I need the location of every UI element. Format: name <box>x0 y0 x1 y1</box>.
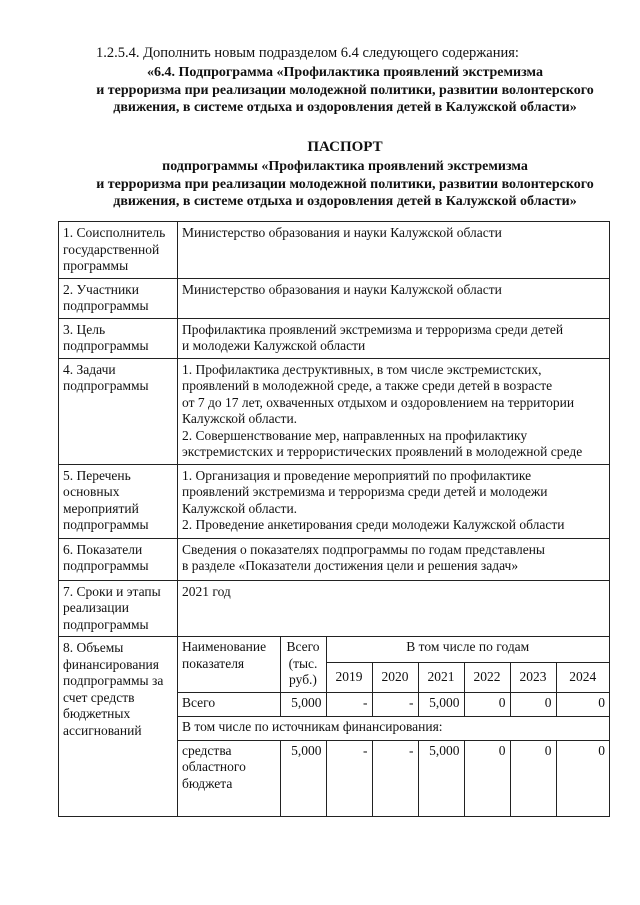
subtitle-line: и терроризма при реализации молодежной политики, развитии волонтерского <box>96 176 594 192</box>
row-value-line: 2. Совершенствование мер, направленных на профилактику <box>182 427 528 443</box>
finance-table <box>178 637 609 816</box>
row-value <box>178 278 610 318</box>
row-label: 3. Цель подпрограммы <box>59 318 178 358</box>
row-label: 4. Задачи подпрограммы <box>59 358 178 464</box>
table-row <box>59 358 610 464</box>
total-year-value: - <box>326 692 372 716</box>
row-label: 5. Перечень основных мероприятий подпрограммы <box>59 464 178 538</box>
table-row <box>59 278 610 318</box>
row-value-line: Министерство образования и науки Калужской области <box>182 281 502 297</box>
row-value-line: 1. Организация и проведение мероприятий по профилактике <box>182 467 532 483</box>
finance-label: 8. Объемы финансирования подпрограммы за счет средств бюджетных ассигнований <box>59 637 178 817</box>
total-year-value: 0 <box>510 692 556 716</box>
finance-cell <box>178 637 610 817</box>
row-value-line: 2. Проведение анкетирования среди молодежи Калужской области <box>182 517 565 532</box>
subtitle-line: движения, в системе отдыха и оздоровления детей в Калужской области» <box>113 194 577 209</box>
total-year-value: - <box>372 692 418 716</box>
source-year-value: - <box>372 740 418 816</box>
row-label: 7. Сроки и этапы реализации подпрограммы <box>59 580 178 637</box>
year-cell: 2021 <box>418 662 464 692</box>
row-label: 6. Показатели подпрограммы <box>59 538 178 580</box>
subtitle-line: подпрограммы «Профилактика проявлений экстремизма <box>162 159 528 174</box>
row-value-line: Сведения о показателях подпрограммы по годам представлены <box>182 541 545 557</box>
year-cell: 2020 <box>372 662 418 692</box>
row-value-line: в разделе «Показатели достижения цели и решения задач» <box>182 558 519 573</box>
row-value-line: 2021 год <box>182 583 231 599</box>
table-row <box>59 222 610 279</box>
total-year-value: 0 <box>556 692 609 716</box>
finance-header-row <box>178 637 609 662</box>
years-header: В том числе по годам <box>326 637 609 662</box>
year-cell: 2023 <box>510 662 556 692</box>
row-value-line: Профилактика проявлений экстремизма и терроризма среди детей <box>182 321 564 337</box>
row-value-line: Министерство образования и науки Калужской области <box>182 225 502 240</box>
heading-line: движения, в системе отдыха и оздоровления детей в Калужской области» <box>113 100 577 115</box>
total-amount: 5,000 <box>280 692 326 716</box>
passport-title: ПАСПОРТ <box>307 139 383 155</box>
year-cell: 2022 <box>464 662 510 692</box>
source-year-value: - <box>326 740 372 816</box>
row-value-line: и молодежи Калужской области <box>182 338 366 353</box>
row-value-line: Калужской области. <box>182 411 298 426</box>
table-row <box>59 318 610 358</box>
col-total-header: Всего (тыс. руб.) <box>280 637 326 692</box>
table-row <box>59 464 610 538</box>
total-year-value: 0 <box>464 692 510 716</box>
passport-subtitle <box>60 158 630 211</box>
table-row <box>59 538 610 580</box>
heading-line: и терроризма при реализации молодежной политики, развитии волонтерского <box>96 82 594 98</box>
row-value <box>178 580 610 637</box>
source-year-value: 0 <box>556 740 609 816</box>
row-value-line: проявлений экстремизма и терроризма среди детей и молодежи <box>182 484 548 499</box>
row-value <box>178 538 610 580</box>
row-label: 2. Участники подпрограммы <box>59 278 178 318</box>
total-row <box>178 692 609 716</box>
row-value-line: экстремистских и террористических проявлений в молодежной среде <box>182 444 583 459</box>
total-year-value: 5,000 <box>418 692 464 716</box>
row-value-line: 1. Профилактика деструктивных, в том числе экстремистских, <box>182 361 542 377</box>
row-value-line: от 7 до 17 лет, охваченных отдыхом и оздоровлением на территории <box>182 394 575 410</box>
source-year-value: 0 <box>510 740 556 816</box>
source-year-value: 0 <box>464 740 510 816</box>
row-value-line: проявлений в молодежной среде, а также среди детей в возрасте <box>182 378 553 393</box>
year-cell: 2024 <box>556 662 609 692</box>
row-value <box>178 358 610 464</box>
source-name: средства областного бюджета <box>178 740 280 816</box>
row-value <box>178 318 610 358</box>
source-row <box>178 740 609 816</box>
heading-line: «6.4. Подпрограмма «Профилактика проявлений экстремизма <box>147 65 543 80</box>
sources-header: В том числе по источникам финансирования: <box>178 716 609 740</box>
row-label: 1. Соисполнитель государственной программы <box>59 222 178 279</box>
row-value-line: Калужской области. <box>182 500 298 516</box>
source-amount: 5,000 <box>280 740 326 816</box>
year-cell: 2019 <box>326 662 372 692</box>
sources-header-row <box>178 716 609 740</box>
row-value <box>178 464 610 538</box>
intro-line: 1.2.5.4. Дополнить новым подразделом 6.4 следующего содержания: <box>96 45 519 61</box>
subsection-heading <box>60 64 630 117</box>
row-value <box>178 222 610 279</box>
total-name: Всего <box>178 692 280 716</box>
source-year-value: 5,000 <box>418 740 464 816</box>
table-row <box>59 580 610 637</box>
finance-row <box>59 637 610 817</box>
col-name-header: Наименование показателя <box>178 637 280 692</box>
passport-table <box>58 221 610 817</box>
